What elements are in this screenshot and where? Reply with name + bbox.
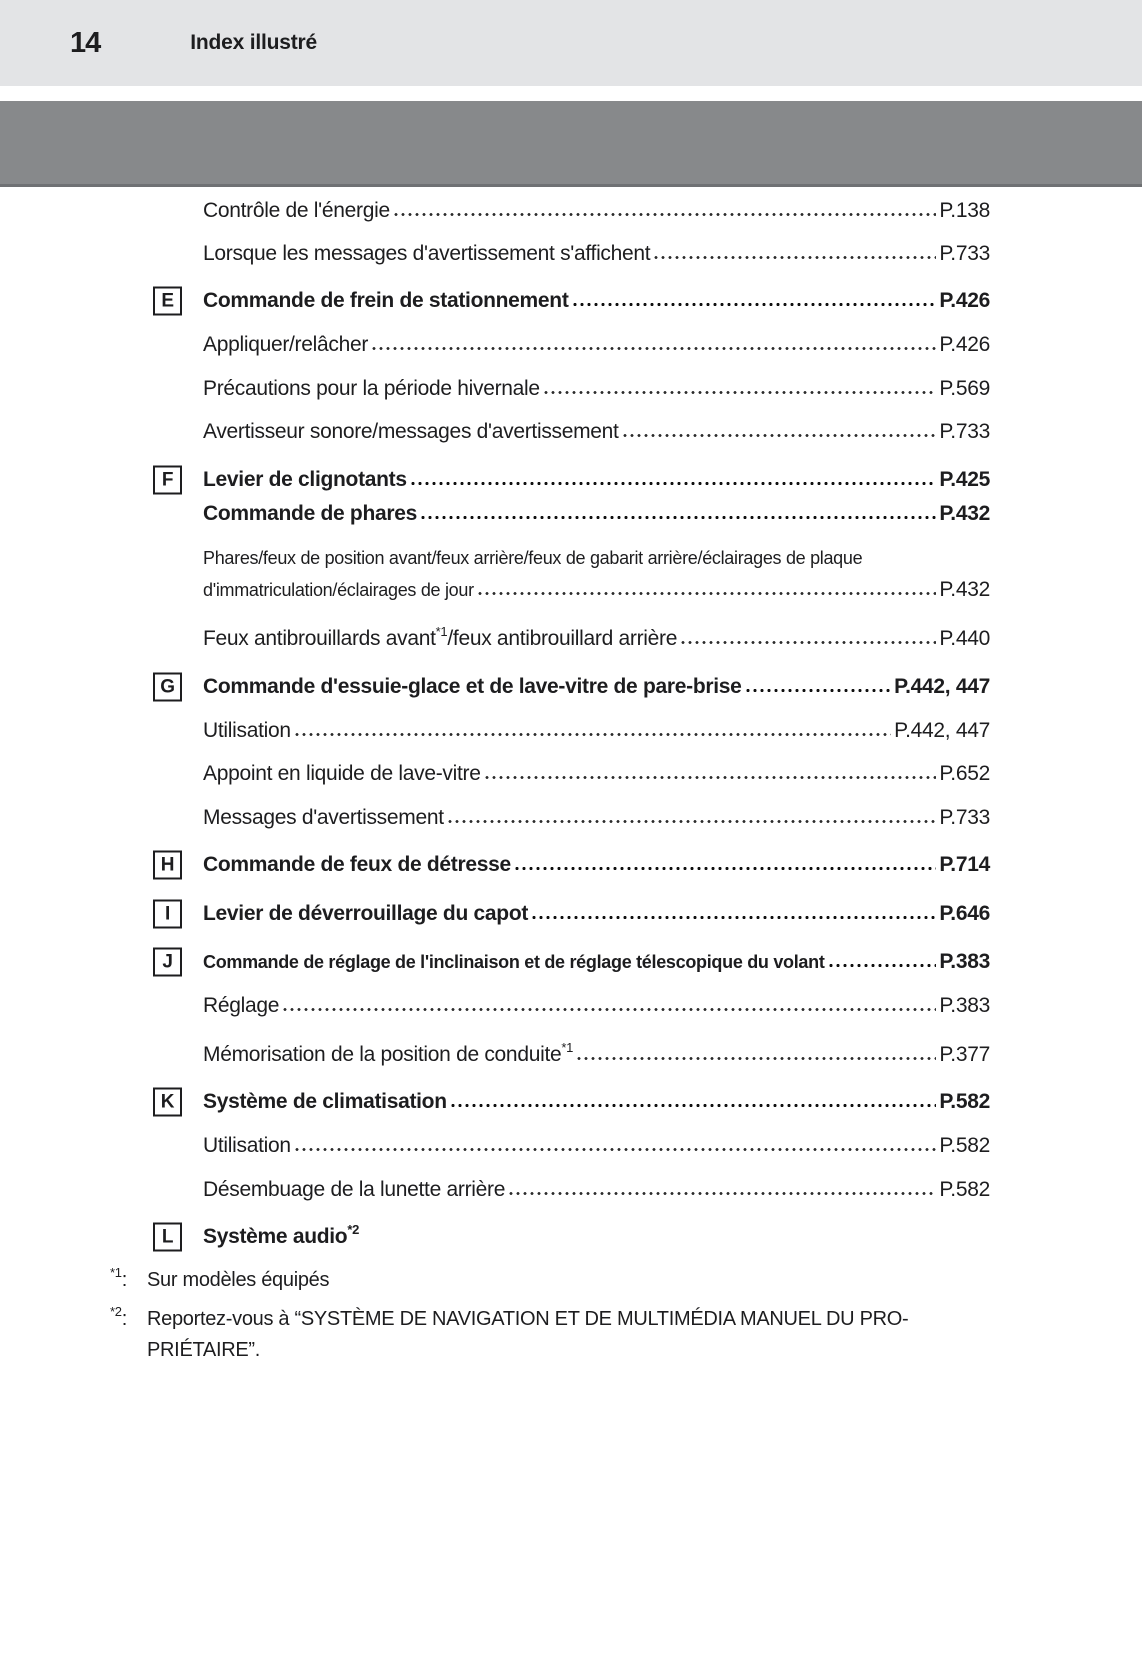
entry-label: Commande de réglage de l'inclinaison et de réglage télescopique du volant [203, 952, 825, 972]
dot-leader [543, 390, 937, 395]
entry-label: Contrôle de l'énergie [203, 199, 390, 222]
entry-label: Utilisation [203, 1134, 291, 1157]
dot-leader [484, 775, 937, 780]
entry-page: P.432 [939, 502, 990, 525]
entry-page: P.569 [939, 377, 990, 400]
dot-leader [680, 640, 936, 645]
entry-page: P.426 [939, 289, 990, 312]
entry-label: Mémorisation de la position de conduite$^{*1}$ [203, 1040, 574, 1066]
footnote-marker: $^{*2}$: [110, 1304, 127, 1330]
toc-entry [162, 946, 990, 978]
toc-entry [203, 1130, 990, 1162]
toc-entry [203, 1039, 990, 1071]
entry-page: P.442, 447 [894, 719, 990, 742]
entry-page: P.733 [939, 242, 990, 265]
dot-leader [576, 1056, 936, 1061]
section-letter-box [153, 466, 182, 495]
section-letter: F [161, 469, 174, 490]
footnote-ref: *1 [435, 624, 448, 639]
dot-leader [745, 688, 892, 693]
dot-leader [420, 515, 936, 520]
footnote-ref: *1 [561, 1040, 574, 1055]
entry-page: P.377 [939, 1043, 990, 1066]
toc-entry [160, 671, 990, 703]
entry-label: d'immatriculation/éclairages de jour [203, 580, 474, 600]
toc-entry [203, 416, 990, 448]
dot-leader [572, 302, 937, 307]
section-letter: G [160, 676, 175, 697]
dot-leader [450, 1103, 937, 1108]
footnote-text: Sur modèles équipés [147, 1269, 330, 1291]
entry-page: P.714 [939, 853, 990, 876]
toc-entry [203, 802, 990, 834]
toc-entry [203, 498, 990, 530]
section-letter-box [153, 287, 182, 316]
toc-entry [161, 285, 990, 317]
entry-page: P.383 [939, 994, 990, 1017]
entry-page: P.440 [939, 627, 990, 650]
toc-entry [203, 715, 990, 747]
dot-leader [393, 212, 936, 217]
section-letter-box [153, 1223, 182, 1252]
entry-page: P.646 [939, 902, 990, 925]
page-header [0, 0, 1142, 86]
toc-entry [160, 849, 990, 881]
entry-label: Feux antibrouillards avant$^{*1}$/feux antibrouillard arrière [203, 624, 678, 650]
entry-label: Commande de feux de détresse [203, 853, 511, 876]
entry-label: Phares/feux de position avant/feux arrière/feux de gabarit arrière/éclairages de plaque [203, 548, 863, 568]
entry-label: Levier de déverrouillage du capot [203, 902, 529, 925]
toc-entry [203, 990, 990, 1022]
entry-label: Système audio$^{*2}$ [203, 1222, 360, 1248]
section-letter: L [161, 1226, 174, 1247]
dot-leader [294, 1147, 937, 1152]
footnotes [110, 1265, 1082, 1366]
entry-page: P.652 [939, 762, 990, 785]
entry-page: P.383 [939, 950, 990, 973]
footnote [110, 1265, 1082, 1296]
entry-page: P.138 [939, 199, 990, 222]
entry-page: P.432 [939, 578, 990, 601]
entry-label: Commande de frein de stationnement [203, 289, 569, 312]
page-title: Index illustré [190, 31, 318, 54]
dot-leader [508, 1191, 936, 1196]
dot-leader [653, 255, 936, 260]
section-letter: E [161, 290, 174, 311]
footnote [110, 1304, 1082, 1366]
dot-leader [294, 732, 891, 737]
entry-label: Appoint en liquide de lave-vitre [203, 762, 481, 785]
toc-entry [165, 898, 990, 930]
page-number: 14 [70, 26, 101, 59]
entry-label: Lorsque les messages d'avertissement s'affichent [203, 242, 651, 265]
dot-leader [531, 915, 936, 920]
section-letter: J [162, 951, 173, 972]
entry-label: Messages d'avertissement [203, 806, 444, 829]
footnote-marker: $^{*1}$: [110, 1265, 127, 1291]
section-letter-box [153, 851, 182, 880]
dot-leader [282, 1007, 936, 1012]
section-letter: I [165, 903, 170, 924]
entry-page: P.733 [939, 420, 990, 443]
section-letter: K [160, 1091, 175, 1112]
toc-entry [160, 1086, 990, 1118]
entry-label: Utilisation [203, 719, 291, 742]
entry-label: Désembuage de la lunette arrière [203, 1178, 506, 1201]
entry-page: P.442, 447 [894, 675, 990, 698]
dot-leader [828, 963, 937, 968]
entry-label: Commande d'essuie-glace et de lave-vitre de pare-brise [203, 675, 742, 698]
toc-entry [203, 238, 990, 270]
footnote-text: Reportez-vous à “SYSTÈME DE NAVIGATION ET DE MULTIMÉDIA MANUEL DU PRO- PRIÉTAIRE”. [147, 1308, 909, 1361]
toc-entry [203, 195, 990, 227]
entry-label: Précautions pour la période hivernale [203, 377, 540, 400]
entry-page: P.582 [939, 1134, 990, 1157]
dot-leader [477, 591, 937, 596]
toc-entry [203, 1174, 990, 1206]
dot-leader [371, 346, 936, 351]
entry-label: Levier de clignotants [203, 468, 407, 491]
dot-leader [410, 481, 937, 486]
section-letter-box [153, 673, 182, 702]
entry-label: Système de climatisation [203, 1090, 447, 1113]
section-letter-box [153, 1088, 182, 1117]
section-letter-box [153, 900, 182, 929]
entry-label: Avertisseur sonore/messages d'avertissement [203, 420, 619, 443]
section-letter: H [160, 854, 175, 875]
entry-page: P.733 [939, 806, 990, 829]
toc-entry [203, 373, 990, 405]
toc-entry [203, 758, 990, 790]
toc-entry [161, 1221, 990, 1253]
entry-label: Commande de phares [203, 502, 417, 525]
toc [160, 195, 990, 1253]
entry-label: Réglage [203, 994, 280, 1017]
entry-page: P.426 [939, 333, 990, 356]
toc-entry [203, 542, 990, 574]
toc-entry-continuation [203, 574, 990, 606]
dot-leader [514, 866, 936, 871]
dot-leader [447, 819, 937, 824]
entry-label: Appliquer/relâcher [203, 333, 369, 356]
entry-page: P.582 [939, 1178, 990, 1201]
entry-page: P.582 [939, 1090, 990, 1113]
toc-entry [203, 329, 990, 361]
toc-entry [161, 464, 990, 496]
illustration-band [0, 101, 1142, 187]
entry-page: P.425 [939, 468, 990, 491]
toc-entry [203, 623, 990, 655]
dot-leader [622, 433, 937, 438]
footnote-ref: *2 [347, 1222, 360, 1237]
section-letter-box [153, 948, 182, 977]
